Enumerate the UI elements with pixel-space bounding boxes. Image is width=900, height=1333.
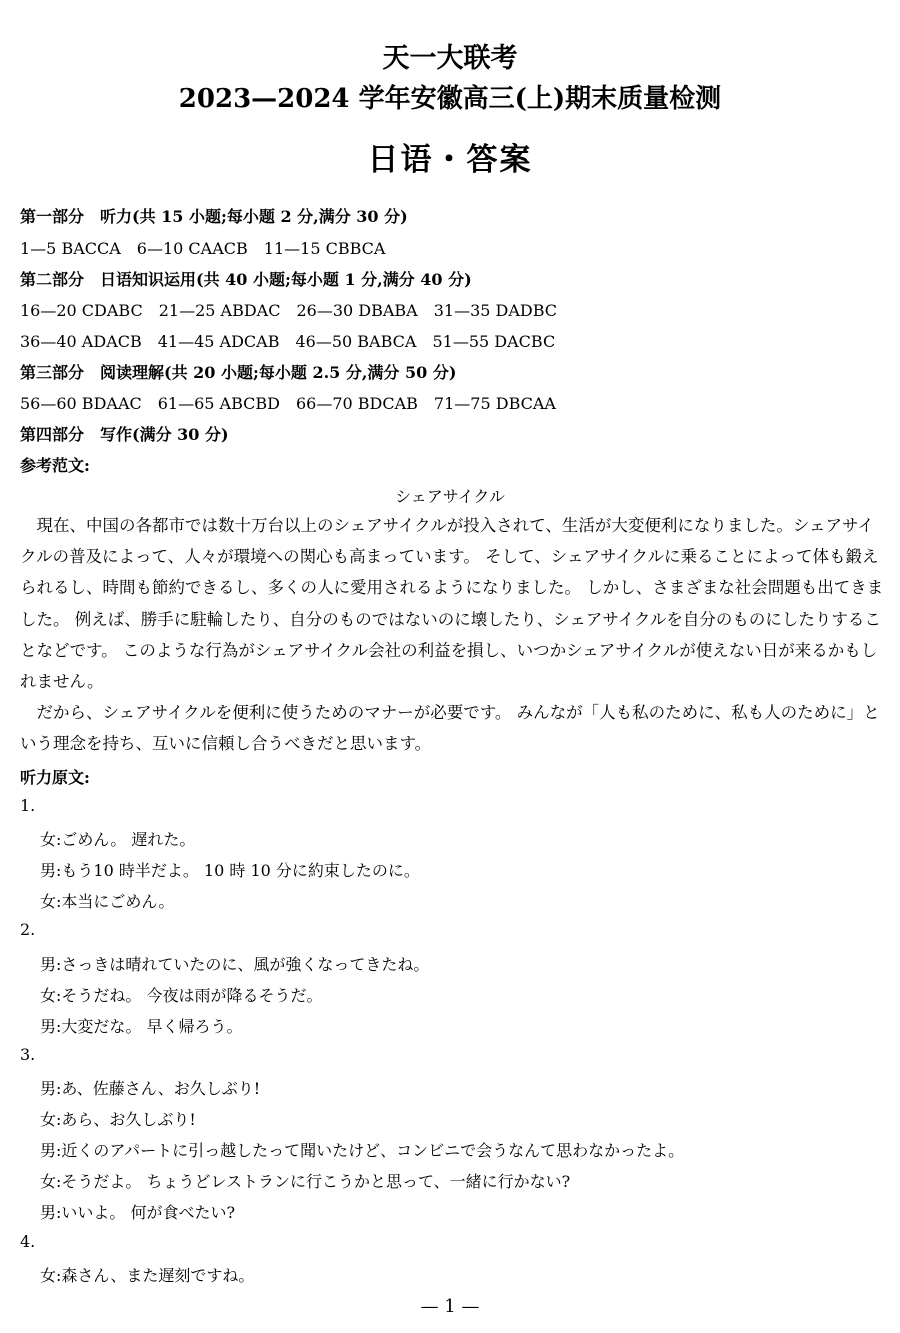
transcript-line: 男:あ、佐藤さん、お久しぶり!: [40, 1079, 261, 1098]
transcript-line: 男:近くのアパートに引っ越したって聞いたけど、コンビニで会うなんて思わなかったよ。: [40, 1141, 685, 1160]
part2-answers-2: 36—40 ADACB 41—45 ADCAB 46—50 BABCA 51—55 DACBC: [20, 332, 556, 351]
part2-answers-1: 16—20 CDABC 21—25 ABDAC 26—30 DBABA 31—35 DADBC: [20, 301, 558, 320]
essay-body: [20, 510, 886, 760]
sample-essay-label: 参考范文:: [20, 456, 90, 475]
transcript-num: 1.: [20, 796, 36, 815]
transcript-line: 女:そうだよ。 ちょうどレストランに行こうかと思って、一緒に行かない?: [40, 1172, 571, 1191]
transcript-line: 男:もう10 時半だよ。 10 時 10 分に約束したのに。: [40, 861, 420, 880]
part1-heading: 第一部分 听力(共 15 小题;每小题 2 分,满分 30 分): [20, 207, 408, 226]
org-title: 天一大联考: [382, 43, 518, 74]
transcript-num: 3.: [20, 1045, 36, 1064]
essay-paragraph-2: だから、シェアサイクルを便利に使うためのマナーが必要です。 みんなが「人も私のために、私も人のために」という理念を持ち、互いに信頼し合うべきだと思います。: [20, 703, 880, 754]
transcript-line: 女:そうだね。 今夜は雨が降るそうだ。: [40, 986, 323, 1005]
transcript-label: 听力原文:: [20, 768, 90, 787]
essay-title: シェアサイクル: [395, 487, 505, 506]
transcript-line: 男:いいよ。 何が食べたい?: [40, 1203, 236, 1222]
transcript-line: 女:本当にごめん。: [40, 892, 175, 911]
essay-paragraph-1: 現在、中国の各都市では数十万台以上のシェアサイクルが投入されて、生活が大変便利になりました。シェアサイクルの普及によって、人々が環境への関心も高まっています。 そして、シェアサイクルに乗ることによって体も鍛えられるし、時間も節約できるし、多くの人に愛用されるようになりました。 しかし、さまざまな社会問題も出てきました。 例えば、勝手に駐輪したり、自分のものではないのに壊したり、シェアサイクルを自分のものにしたりすることなどです。 このような行為がシェアサイクル会社の利益を損し、いつかシェアサイクルが使えない日が来るかもしれません。: [20, 516, 884, 692]
transcript-line: 女:ごめん。 遅れた。: [40, 830, 196, 849]
transcript-line: 女:森さん、また遅刻ですね。: [40, 1266, 255, 1285]
subject-title: 日语・答案: [367, 142, 533, 178]
exam-title: 2023—2024 学年安徽高三(上)期末质量检测: [178, 84, 722, 114]
part1-answers: 1—5 BACCA 6—10 CAACB 11—15 CBBCA: [20, 239, 386, 258]
part4-heading: 第四部分 写作(满分 30 分): [20, 425, 229, 444]
transcript-line: 男:さっきは晴れていたのに、風が強くなってきたね。: [40, 955, 430, 974]
transcript-num: 4.: [20, 1232, 36, 1251]
transcript-num: 2.: [20, 920, 36, 939]
transcript-line: 女:あら、お久しぶり!: [40, 1110, 196, 1129]
part3-answers: 56—60 BDAAC 61—65 ABCBD 66—70 BDCAB 71—75 DBCAA: [20, 394, 556, 413]
part3-heading: 第三部分 阅读理解(共 20 小题;每小题 2.5 分,满分 50 分): [20, 363, 457, 382]
transcript-line: 男:大変だな。 早く帰ろう。: [40, 1017, 243, 1036]
page-number: — 1 —: [420, 1296, 480, 1317]
part2-heading: 第二部分 日语知识运用(共 40 小题;每小题 1 分,满分 40 分): [20, 270, 472, 289]
